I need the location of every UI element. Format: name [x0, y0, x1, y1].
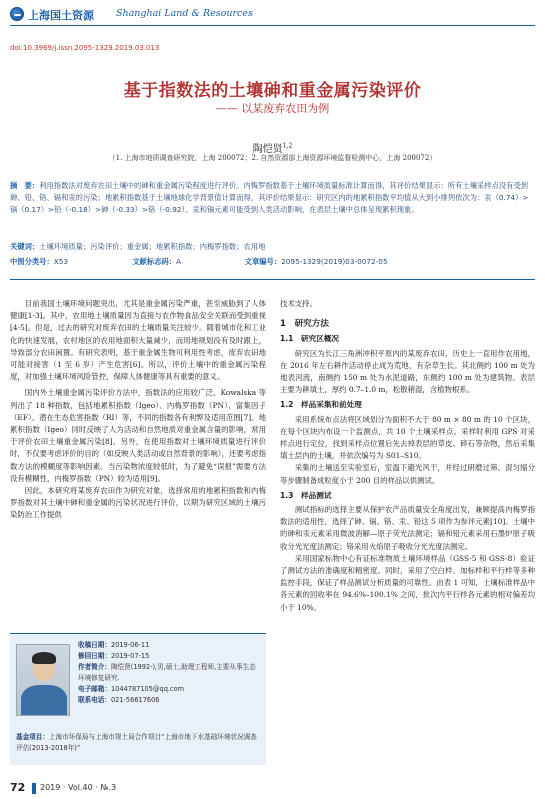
paragraph: 研究区为长江三角洲冲积平原内的某废弃农田，历史上一直用作农用地，在 2016 年左右耕作活动停止成为荒地，有杂草生长。其北侧约 100 m 处为地表河流，南侧约 150 m 处为水泥道路，东侧约 100 m 处为建筑物。表层主要为耕填土，厚约 0.7–1.0 m，松散稍湿，含植物根系。 [280, 348, 535, 395]
volume-info: 2019 · Vol.40 · №.3 [40, 783, 117, 792]
author-name: 陶恺贤 [252, 144, 283, 155]
keywords-label: 关键词： [10, 242, 40, 251]
page-footer [10, 781, 535, 797]
paragraph: 国内外土壤重金属污染评价方法中，指数法的应用较广泛，Kowalska 等列出了 18 种指数，包括地累积指数（Igeo）、内梅罗指数（PN）、富集因子（EF）、潜在生态危害指数（RI）等，不同的指数各有利弊及适用范围[7]。地累积指数（Igeo）同时反映了人为活动和自然地质对重金属含量的影响，常用于评价农田土壤重金属污染[8]。另外，在使用指数对土壤环境质量进行评价时，不仅要考虑评价的目的（如反映人类活动或自然背景的影响），还要考虑指数方法的模糊度等影响因素。当污染物浓度较低时，为了避免“误报”需要方法没有模糊性，内梅罗指数（PN）较为适用[9]。 [10, 388, 266, 483]
article-title: 基于指数法的土壤砷和重金属污染评价 [123, 81, 422, 101]
article-subtitle: —— 以某废弃农田为例 [215, 102, 330, 115]
subsection-heading: 1.3 样品测试 [280, 490, 332, 500]
funding-info: 基金项目：上海市环保局与上海市规土局合作项目“上海市地下水基础环境状况调查评估(2013-2018年)” [16, 733, 257, 752]
paragraph: 采集的土壤送至实验室后，室温下避光风干，并经过研磨过筛、混匀缩分等步骤制备成粒度小于 200 目的样品以供测试。 [280, 463, 535, 485]
page-number: 72 [10, 781, 26, 794]
received-date: 2019-06-11 [110, 641, 150, 649]
article-meta [10, 257, 530, 267]
section-heading: 1 研究方法 [280, 319, 329, 330]
clc-field: 中图分类号：X53 [10, 257, 69, 266]
doc-code-field: 文献标志码：A [132, 257, 182, 266]
author-email[interactable]: 1044787105@qq.com [110, 685, 185, 693]
paragraph: 目前我国土壤环境问题突出，尤其是重金属污染严重，甚至威胁到了人体健康[1-3]。其中，农用地土壤质量因为直接与农作物食品安全关联而受到重视[4-5]。但是，过去的研究对废弃农田的土壤质量关注较少。随着城市化和工业化的快速发展，农村地区的农用地面积大量减少，而用地规划没有及时跟上，导致部分农田闲置。有研究表明，基于重金属生物可利用性考虑，废弃农田地可能对接害（1 至 6 岁）产生危害[6]。所以，评价土壤中的重金属污染程度，对加强土壤环境风险管控，保障人体健康等具有重要的意义。 [10, 299, 266, 382]
author-phone: 021-56617606 [110, 696, 160, 704]
paragraph: 采用系统布点法将区域划分为面积不大于 80 m × 80 m 的 10 个区块，在每个区块内布设一个监测点，共 10 个土壤采样点。采样时利用 GPS 对采样点进行定位，找到采样点位置后先去掉表层的草皮、碎石等杂物，然后采集填土层内的土壤，并依次编号为 S01–S10。 [280, 414, 535, 461]
author-info: 陶恺贤(1992-),男,硕士,助理工程师,主要从事生态环境修复研究. [78, 663, 256, 682]
article-number-field: 文章编号：2095-1329(2019)03-0072-05 [244, 257, 388, 266]
header-divider [10, 25, 535, 26]
paragraph: 采用国家标物中心有证标准物质土壤环境样品（GSS-5 和 GSS-8）验证了测试方法的准确度和精密度。同时，采用了空白样、加标样和平行样等多种监控手段，保证了样品测试分析质量的可靠性。由表 1 可知，土壤标准样品中各元素的回收率在 94.6%–100.1% 之间，批次内平行样各元素的相对偏差均小于 10%。 [280, 553, 535, 612]
bio-details: 收稿日期：2019-06-11 修回日期：2019-07-15 作者简介：陶恺贤(1992-),男,硕士,助理工程师,主要从事生态环境修复研究. 电子邮箱：1044787105@qq.com 联系电话：021-56617606 [78, 641, 256, 704]
body-column-left [10, 298, 266, 522]
section-divider [10, 279, 535, 280]
subsection-heading: 1.2 样品采集和前处理 [280, 400, 362, 410]
abstract [10, 180, 530, 216]
revised-date: 2019-07-15 [110, 652, 150, 660]
journal-name-en: Shanghai Land & Resources [116, 8, 253, 19]
footer-accent-bar [32, 783, 36, 794]
author-photo [16, 644, 70, 716]
doi[interactable]: doi:10.3969/j.issn.2095-1329.2019.03.013 [10, 44, 160, 52]
journal-header [10, 4, 535, 30]
paragraph: 因此，本研究将某废弃农田作为研究对象，选择常用的地累积指数和内梅罗指数对其土壤中砷和重金属的污染状况进行评价，以期为研究区域的土壤污染防治工作提供 [10, 486, 266, 520]
author-affil-marker: 1,2 [282, 142, 293, 150]
paragraph: 技术支持。 [280, 299, 317, 308]
keywords [10, 242, 530, 252]
paragraph: 测试指标的选择主要从保护农产品质量安全角度出发，兼顾提高内梅罗指数法的适用性，选择了砷、镉、铬、汞、铅这 5 项作为参评元素[10]。土壤中的砷和汞元素采用微波消解—原子荧光法测定；镉和铅元素采用石墨炉原子吸收分光光度法测定；铬采用火焰原子吸收分光光度法测定。 [280, 505, 535, 551]
journal-logo-icon [10, 7, 24, 21]
journal-name-cn: 上海国土资源 [28, 9, 94, 22]
subsection-heading: 1.1 研究区概况 [280, 334, 340, 344]
abstract-label: 摘 要： [10, 181, 40, 190]
abstract-text: 利用指数法对废弃农田土壤中的砷和重金属污染程度进行评价。内梅罗指数基于土壤环境质量标准计算而得，其评价结果显示：所有土壤采样点没有受到砷、铅、铬、镉和汞的污染；地累积指数基于土壤地球化学背景值计算而得，其评价结果显示：研究区内的地累积指数平均值从大到小排列依次为：汞（0.74）>镉（0.17）>铅（-0.18）>砷（-0.33）>铬（-0.92）。汞和镉元素可能受到人类活动影响，在表层土壤中总体呈现累积现象。 [10, 181, 529, 214]
author-bio-box [10, 633, 266, 765]
keywords-text: 土壤环境质量；污染评价；重金属；地累积指数；内梅罗指数；农用地 [39, 242, 266, 251]
body-column-right [280, 298, 535, 614]
affiliation: （1. 上海市地质调查研究院，上海 200072；2. 自然资源部上海资源环境监督检测中心，上海 200072） [108, 154, 437, 162]
